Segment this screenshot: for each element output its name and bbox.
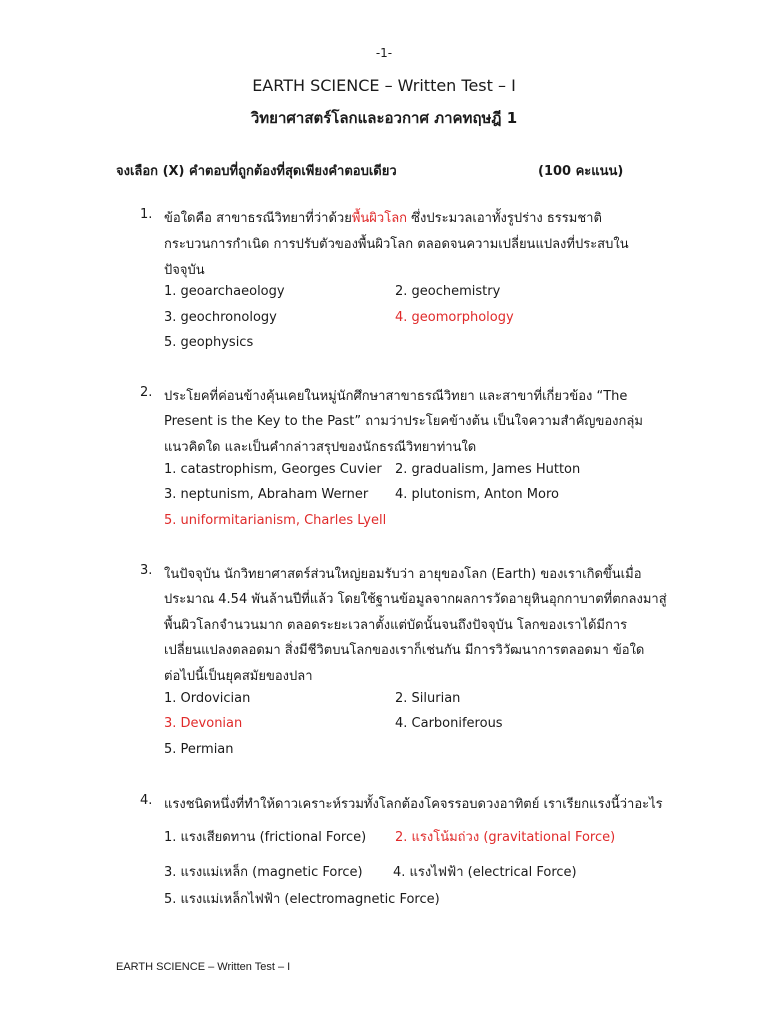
question-text-line: ปัจจุบัน: [164, 263, 205, 278]
question-number: 3.: [140, 563, 153, 578]
option-4[interactable]: 4. plutonism, Anton Moro: [395, 487, 559, 502]
instructions-text: จงเลือก (X) คำตอบที่ถูกต้องที่สุดเพียงคำตอบเดียว: [116, 164, 397, 179]
document-subtitle: วิทยาศาสตร์โลกและอวกาศ ภาคทฤษฎี 1: [250, 109, 518, 127]
page-footer: EARTH SCIENCE – Written Test – I: [116, 961, 291, 973]
question-number: 2.: [140, 385, 153, 400]
option-5-answer[interactable]: 5. uniformitarianism, Charles Lyell: [164, 513, 387, 528]
question-text-line: แนวคิดใด และเป็นคำกล่าวสรุปของนักธรณีวิทยาท่านใด: [164, 440, 477, 455]
question-text-part: ซึ่งประมวลเอาทั้งรูปร่าง ธรรมชาติ: [407, 211, 602, 226]
option-4-answer[interactable]: 4. geomorphology: [395, 310, 514, 325]
question-text-line: Present is the Key to the Past” ถามว่าประโยคข้างต้น เป็นใจความสำคัญของกลุ่ม: [164, 414, 643, 429]
option-3[interactable]: 3. แรงแม่เหล็ก (magnetic Force): [164, 865, 363, 880]
question-text-part: ข้อใดคือ สาขาธรณีวิทยาที่ว่าด้วย: [164, 211, 352, 226]
option-3-answer[interactable]: 3. Devonian: [164, 716, 243, 731]
question-number: 1.: [140, 207, 153, 222]
option-2-answer[interactable]: 2. แรงโน้มถ่วง (gravitational Force): [395, 830, 616, 845]
option-5[interactable]: 5. geophysics: [164, 335, 254, 350]
question-text-line: ในปัจจุบัน นักวิทยาศาสตร์ส่วนใหญ่ยอมรับว่า อายุของโลก (Earth) ของเราเกิดขึ้นเมื่อ: [164, 567, 642, 582]
question-text-line: [164, 207, 602, 228]
question-number: 4.: [140, 793, 153, 808]
question-text-line: ต่อไปนี้เป็นยุคสมัยของปลา: [164, 669, 313, 684]
question-highlight: พื้นผิวโลก: [351, 211, 408, 226]
question-text-line: กระบวนการกำเนิด การปรับตัวของพื้นผิวโลก ตลอดจนความเปลี่ยนแปลงที่ประสบใน: [164, 237, 629, 252]
option-1[interactable]: 1. Ordovician: [164, 691, 251, 706]
option-5[interactable]: 5. แรงแม่เหล็กไฟฟ้า (electromagnetic Force): [164, 892, 440, 907]
question-text-line: แรงชนิดหนึ่งที่ทำให้ดาวเคราะห์รวมทั้งโลกต้องโคจรรอบดวงอาทิตย์ เราเรียกแรงนี้ว่าอะไร: [164, 797, 663, 812]
option-1[interactable]: 1. catastrophism, Georges Cuvier: [164, 462, 382, 477]
total-score: (100 คะแนน): [538, 164, 624, 179]
option-3[interactable]: 3. neptunism, Abraham Werner: [164, 487, 369, 502]
question-text-line: พื้นผิวโลกจำนวนมาก ตลอดระยะเวลาตั้งแต่บัดนั้นจนถึงปัจจุบัน โลกของเราได้มีการ: [164, 618, 628, 633]
question-text-line: เปลี่ยนแปลงตลอดมา สิ่งมีชีวิตบนโลกของเราก็เช่นกัน มีการวิวัฒนาการตลอดมา ข้อใด: [164, 643, 645, 658]
option-3[interactable]: 3. geochronology: [164, 310, 277, 325]
option-2[interactable]: 2. geochemistry: [395, 284, 501, 299]
option-1[interactable]: 1. แรงเสียดทาน (frictional Force): [164, 830, 367, 845]
option-1[interactable]: 1. geoarchaeology: [164, 284, 285, 299]
option-4[interactable]: 4. Carboniferous: [395, 716, 503, 731]
page-number: -1-: [375, 46, 393, 60]
document-title: EARTH SCIENCE – Written Test – I: [252, 76, 516, 95]
question-text-line: ประมาณ 4.54 พันล้านปีที่แล้ว โดยใช้ฐานข้อมูลจากผลการวัดอายุหินอุกกาบาตที่ตกลงมาสู่: [164, 592, 667, 607]
question-text-line: ประโยคที่ค่อนข้างคุ้นเคยในหมู่นักศึกษาสาขาธรณีวิทยา และสาขาที่เกี่ยวข้อง “The: [164, 389, 628, 404]
option-4[interactable]: 4. แรงไฟฟ้า (electrical Force): [393, 865, 577, 880]
option-5[interactable]: 5. Permian: [164, 742, 234, 757]
option-2[interactable]: 2. Silurian: [395, 691, 461, 706]
option-2[interactable]: 2. gradualism, James Hutton: [395, 462, 581, 477]
